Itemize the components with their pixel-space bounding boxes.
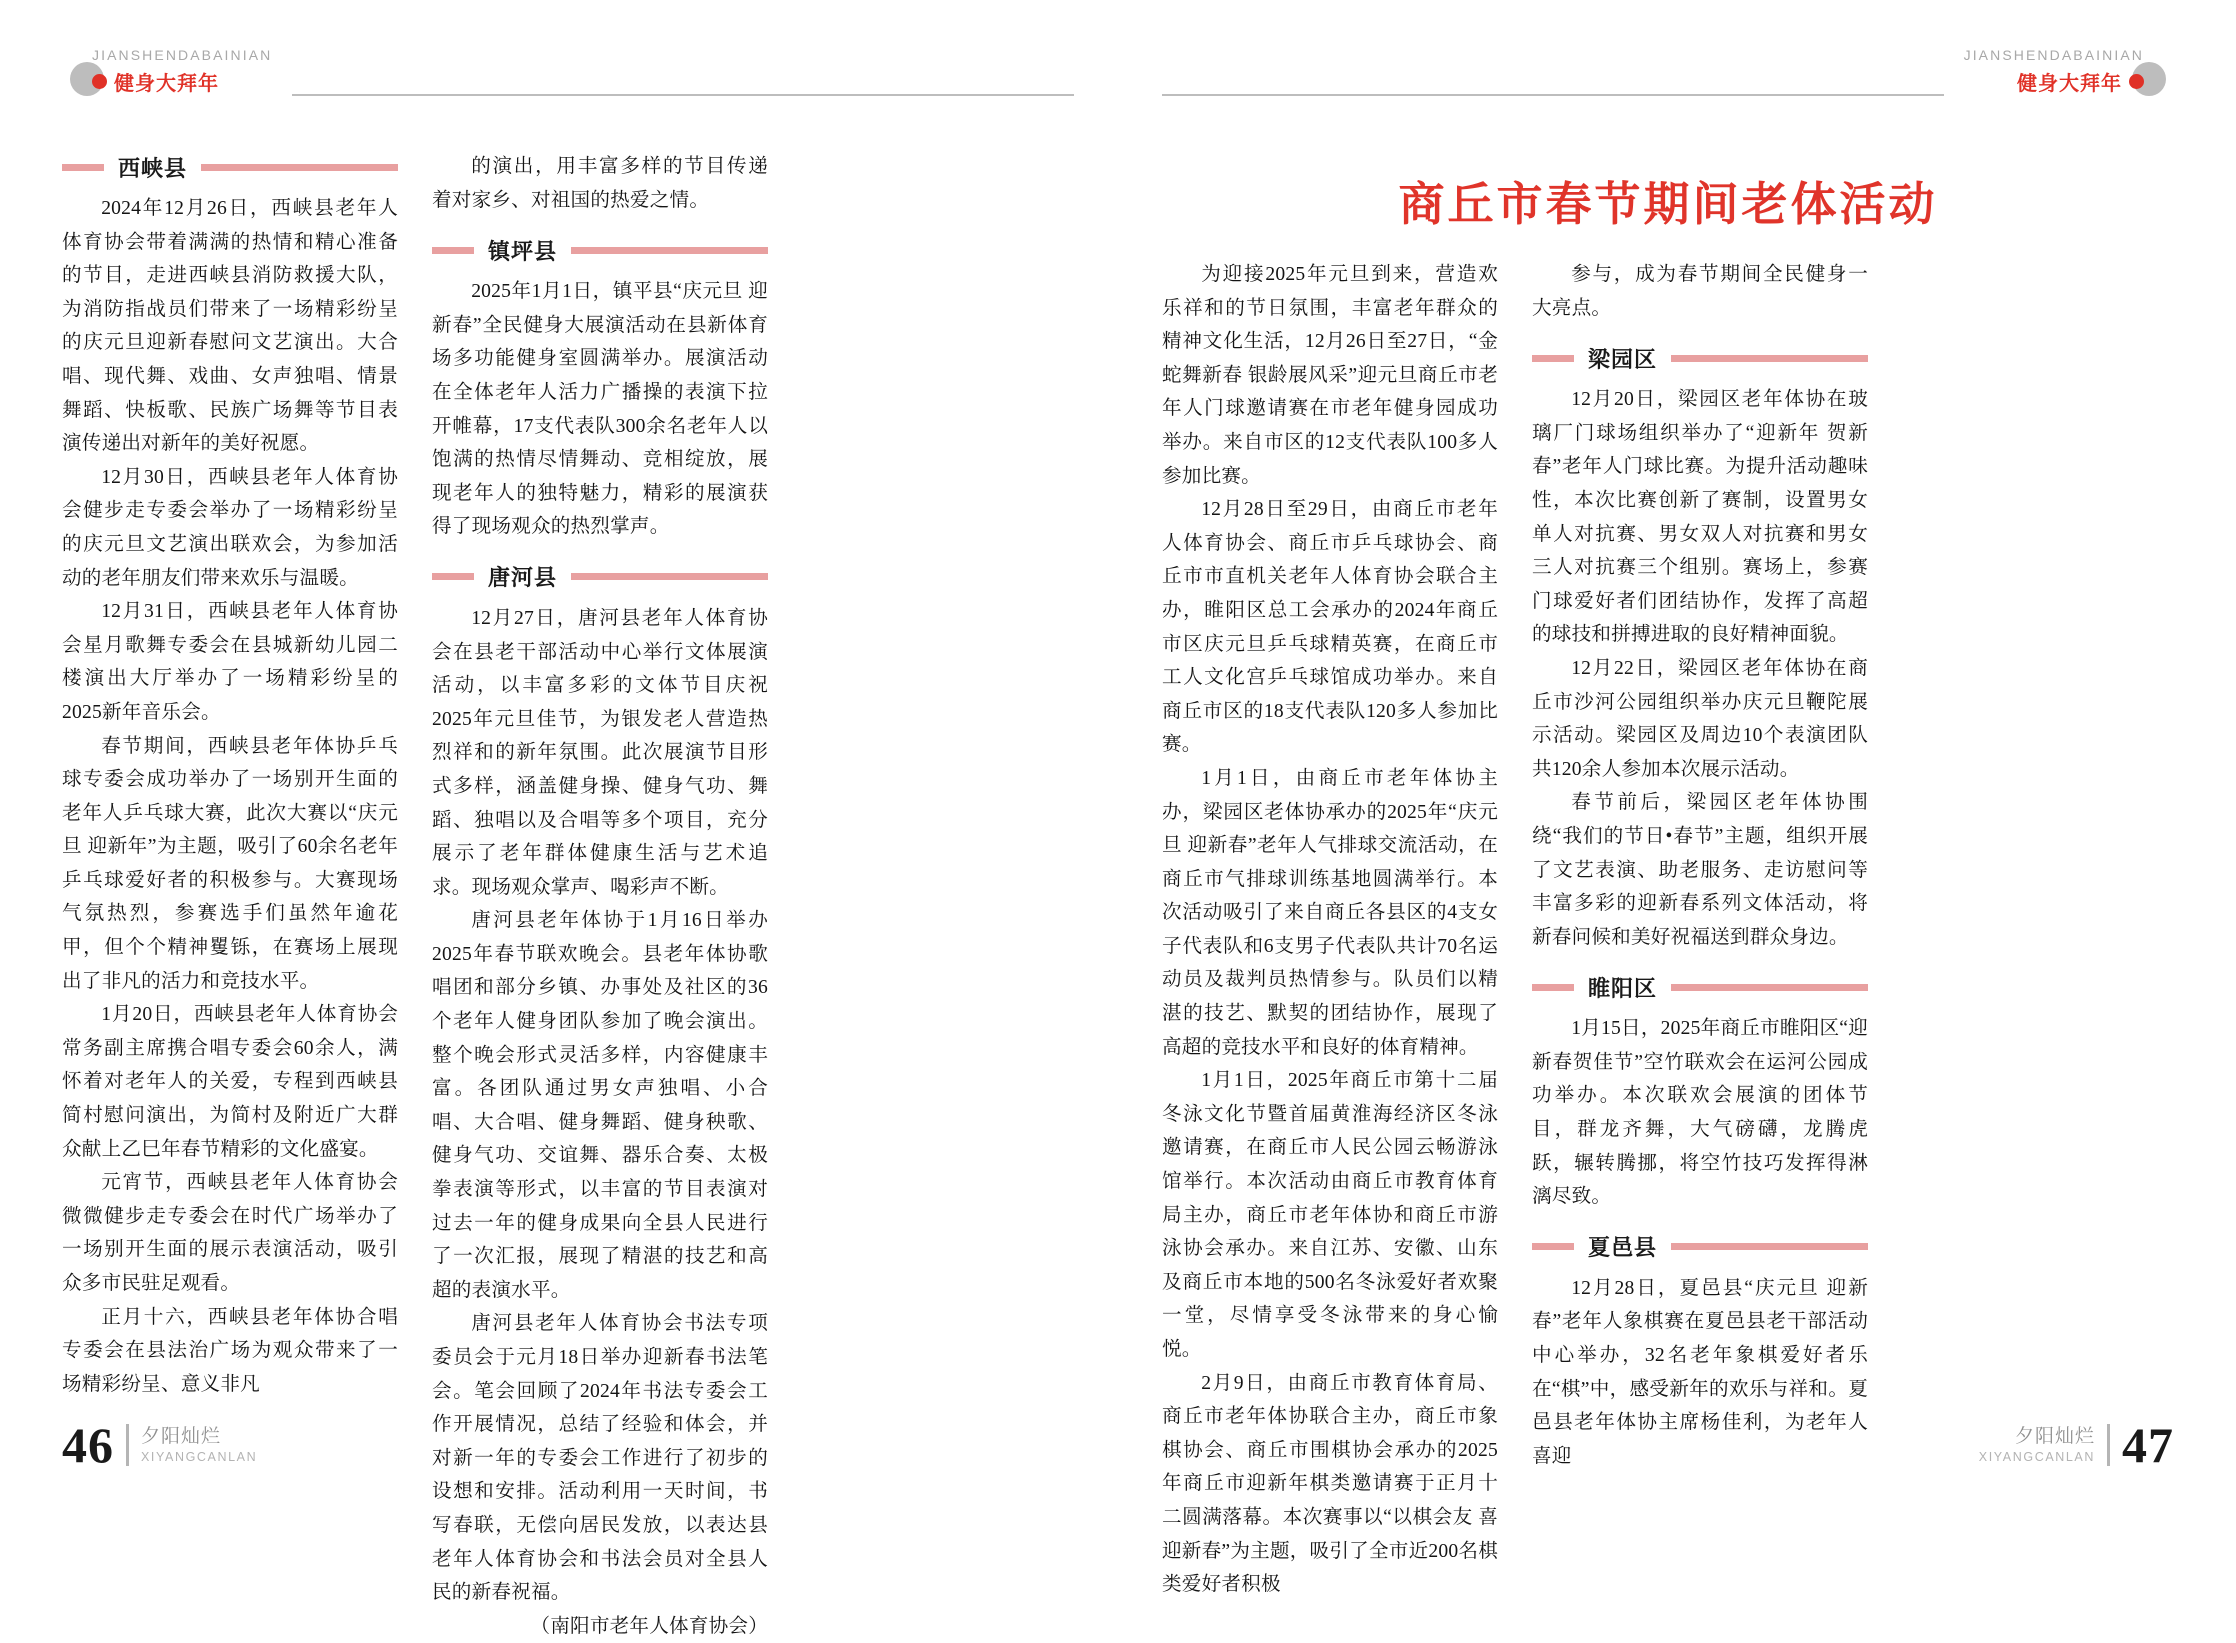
left-column-2	[432, 150, 768, 1643]
running-head-chinese: 健身大拜年	[114, 73, 219, 95]
body-paragraph: 12月28日，夏邑县“庆元旦 迎新春”老年人象棋赛在夏邑县老干部活动中心举办，32名老年象棋爱好者乐在“棋”中，感受新年的欢乐与祥和。夏邑县老年体协主席杨佳利，为老年人喜迎	[1532, 1277, 1868, 1467]
body-paragraph: 为迎接2025年元旦到来，营造欢乐祥和的节日氛围，丰富老年群众的精神文化生活，12月26日至27日，“金蛇舞新春 银龄展风采”迎元旦商丘市老年人门球邀请赛在市老年健身园成功举办。来自市区的12支代表队100多人参加比赛。	[1162, 264, 1498, 487]
body-paragraph: 12月27日，唐河县老年人体育协会在县老干部活动中心举行文体展演活动，以丰富多彩的文体节目庆祝2025年元旦佳节，为银发老人营造热烈祥和的新年氛围。此次展演节目形式多样，涵盖健身操、健身气功、舞蹈、独唱以及合唱等多个项目，充分展示了老年群体健康生活与艺术追求。现场观众掌声、喝彩声不断。	[432, 607, 768, 898]
right-page-columns	[1162, 258, 2174, 1602]
body-paragraph: 1月1日，2025年商丘市第十二届冬泳文化节暨首届黄淮海经济区冬泳邀请赛，在商丘市人民公园云畅游泳馆举行。本次活动由商丘市教育体育局主办，商丘市老年体协和商丘市游泳协会承办。来自江苏、安徽、山东及商丘市本地的500名冬泳爱好者欢聚一堂，尽情享受冬泳带来的身心愉悦。	[1162, 1070, 1498, 1360]
right-column-1	[1162, 258, 1498, 1602]
section-bar-left	[432, 573, 474, 580]
section-bar-right	[1671, 984, 1868, 991]
body-paragraph: 12月28日至29日，由商丘市老年人体育协会、商丘市乒乓球协会、商丘市市直机关老年人体育协会联合主办，睢阳区总工会承办的2024年商丘市区庆元旦乒乓球精英赛，在商丘市工人文化宫乒乓球馆成功举办。来自商丘市区的18支代表队120多人参加比赛。	[1162, 499, 1498, 756]
footer-brand-chinese: 夕阳灿烂	[141, 1425, 222, 1447]
section-bar-left	[1532, 1243, 1574, 1250]
running-head-text-block	[92, 46, 272, 96]
section-title: 梁园区	[1588, 346, 1658, 372]
section-bar-left	[62, 164, 104, 171]
body-paragraph: 2024年12月26日，西峡县老年人体育协会带着满满的热情和精心准备的节目，走进西峡县消防救援大队，为消防指战员们带来了一场精彩纷呈的庆元旦迎新春慰问文艺演出。大合唱、现代舞、戏曲、女声独唱、情景舞蹈、快板歌、民族广场舞等节目表演传递出对新年的美好祝愿。	[62, 198, 398, 455]
section-bar-right	[571, 247, 768, 254]
running-head-left	[62, 46, 1074, 106]
page-left	[0, 0, 1118, 1637]
running-head-pinyin: JIANSHENDABAINIAN	[1963, 47, 2144, 63]
section-title: 唐河县	[488, 565, 558, 591]
footer-brand-pinyin: XIYANGCANLAN	[141, 1449, 258, 1464]
body-paragraph: 1月20日，西峡县老年人体育协会常务副主席携合唱专委会60余人，满怀着对老年人的关爱，专程到西峡县简村慰问演出，为简村及附近广大群众献上乙巳年春节精彩的文化盛宴。	[62, 1004, 398, 1160]
section-header	[432, 233, 768, 267]
body-paragraph: 12月22日，梁园区老年体协在商丘市沙河公园组织举办庆元旦鞭陀展示活动。梁园区及周边10个表演团队共120余人参加本次展示活动。	[1532, 657, 1868, 780]
footer-brand-pinyin: XIYANGCANLAN	[1978, 1449, 2095, 1464]
running-head-rule	[1162, 94, 1944, 96]
body-paragraph: 2025年1月1日，镇平县“庆元旦 迎新春”全民健身大展演活动在县新体育场多功能健身室圆满举办。展演活动在全体老年人活力广播操的表演下拉开帷幕，17支代表队300余名老年人以饱满的热情尽情舞动、竞相绽放，展现老年人的独特魅力，精彩的展演获得了现场观众的热烈掌声。	[432, 281, 768, 538]
section-bar-right	[1671, 1243, 1868, 1250]
body-paragraph: 正月十六，西峡县老年体协合唱专委会在县法治广场为观众带来了一场精彩纷呈、意义非凡	[62, 1306, 398, 1395]
section-header	[1532, 970, 1868, 1004]
attribution-line: （南阳市老年人体育协会）	[530, 1615, 768, 1637]
footer-brand-chinese: 夕阳灿烂	[2014, 1425, 2095, 1447]
section-header	[62, 150, 398, 184]
running-head-right	[1162, 46, 2174, 106]
body-paragraph: 春节期间，西峡县老年体协乒乓球专委会成功举办了一场别开生面的老年人乒乓球大赛，此次大赛以“庆元旦 迎新年”为主题，吸引了60余名老年乒乓球爱好者的积极参与。大赛现场气氛热烈，参赛选手们虽然年逾花甲，但个个精神矍铄，在赛场上展现出了非凡的活力和竞技水平。	[62, 735, 398, 992]
section-bar-right	[1671, 355, 1868, 362]
body-paragraph: 唐河县老年体协于1月16日举办2025年春节联欢晚会。县老年体协歌唱团和部分乡镇、办事处及社区的36个老年人健身团队参加了晚会演出。整个晚会形式灵活多样，内容健康丰富。各团队通过男女声独唱、小合唱、大合唱、健身舞蹈、健身秧歌、健身气功、交谊舞、器乐合奏、太极拳表演等形式，以丰富的节目表演对过去一年的健身成果向全县人民进行了一次汇报，展现了精湛的技艺和高超的表演水平。	[432, 910, 768, 1301]
body-paragraph: 1月1日，由商丘市老年体协主办，梁园区老体协承办的2025年“庆元旦 迎新春”老年人气排球交流活动，在商丘市气排球训练基地圆满举行。本次活动吸引了来自商丘各县区的4支女子代表队和6支男子代表队共计70名运动员及裁判员热情参与。队员们以精湛的技艺、默契的团结协作，展现了高超的竞技水平和良好的体育精神。	[1162, 767, 1498, 1058]
running-head-chinese-wrap	[92, 67, 219, 96]
section-bar-right	[201, 164, 398, 171]
body-paragraph: 的演出，用丰富多样的节目传递着对家乡、对祖国的热爱之情。	[432, 156, 768, 211]
section-title: 镇坪县	[488, 238, 558, 264]
body-paragraph: 12月30日，西峡县老年人体育协会健步走专委会举办了一场精彩纷呈的庆元旦文艺演出联欢会，为参加活动的老年朋友们带来欢乐与温暖。	[62, 466, 398, 589]
section-bar-left	[432, 247, 474, 254]
body-paragraph: 1月15日，2025年商丘市睢阳区“迎新春贺佳节”空竹联欢会在运河公园成功举办。本次联欢会展演的团体节目，群龙齐舞，大气磅礴，龙腾虎跃，辗转腾挪，将空竹技巧发挥得淋漓尽致。	[1532, 1018, 1868, 1208]
footer-divider	[2107, 1424, 2110, 1466]
running-head-pinyin: JIANSHENDABAINIAN	[92, 47, 273, 63]
body-paragraph: 春节前后，梁园区老年体协围绕“我们的节日•春节”主题，组织开展了文艺表演、助老服务、走访慰问等丰富多彩的迎新春系列文体活动，将新春问候和美好祝福送到群众身边。	[1532, 792, 1868, 948]
body-paragraph: 12月20日，梁园区老年体协在玻璃厂门球场组织举办了“迎新年 贺新春”老年人门球比赛。为提升活动趣味性，本次比赛创新了赛制，设置男女单人对抗赛、男女双人对抗赛和男女三人对抗赛三个组别。赛场上，参赛门球爱好者们团结协作，发挥了高超的球技和拼搏进取的良好精神面貌。	[1532, 389, 1868, 646]
body-paragraph: 12月31日，西峡县老年人体育协会星月歌舞专委会在县城新幼儿园二楼演出大厅举办了一场精彩纷呈的2025新年音乐会。	[62, 601, 398, 723]
body-paragraph: 唐河县老年人体育协会书法专项委员会于元月18日举办迎新春书法笔会。笔会回顾了2024年书法专委会工作开展情况，总结了经验和体会，并对新一年的专委会工作进行了初步的设想和安排。活动利用一天时间，书写春联，无偿向居民发放，以表达县老年人体育协会和书法会员对全县人民的新春祝福。	[432, 1313, 768, 1604]
footer-brand	[141, 1427, 257, 1464]
section-bar-right	[571, 573, 768, 580]
page-number: 47	[2122, 1417, 2174, 1473]
section-bar-left	[1532, 984, 1574, 991]
footer-left	[62, 1417, 258, 1473]
red-dot-icon	[92, 74, 107, 89]
footer-divider	[126, 1424, 129, 1466]
red-dot-icon	[2129, 74, 2144, 89]
running-head-chinese-wrap	[2017, 67, 2144, 96]
running-head-text-block	[1964, 46, 2144, 96]
page-number: 46	[62, 1417, 114, 1473]
body-paragraph: 参与，成为春节期间全民健身一大亮点。	[1532, 264, 1868, 319]
running-head-rule	[292, 94, 1074, 96]
section-title: 睢阳区	[1588, 975, 1658, 1001]
body-paragraph: 元宵节，西峡县老年人体育协会微微健步走专委会在时代广场举办了一场别开生面的展示表演活动，吸引众多市民驻足观看。	[62, 1172, 398, 1294]
section-title: 夏邑县	[1588, 1235, 1658, 1261]
footer-right	[1978, 1417, 2174, 1473]
section-header	[1532, 1230, 1868, 1264]
section-header	[1532, 341, 1868, 375]
right-column-2	[1532, 258, 1868, 1602]
section-header	[432, 560, 768, 594]
section-title: 西峡县	[118, 155, 188, 181]
footer-brand	[1979, 1427, 2095, 1464]
running-head-chinese: 健身大拜年	[2017, 73, 2122, 95]
article-title: 商丘市春节期间老体活动	[1398, 178, 1938, 230]
page-right	[1118, 0, 2236, 1596]
section-bar-left	[1532, 355, 1574, 362]
body-paragraph: 2月9日，由商丘市教育体育局、商丘市老年体协联合主办，商丘市象棋协会、商丘市围棋协会承办的2025年商丘市迎新年棋类邀请赛于正月十二圆满落幕。本次赛事以“以棋会友 喜迎新春”为主题，吸引了全市近200名棋类爱好者积极	[1162, 1372, 1498, 1596]
